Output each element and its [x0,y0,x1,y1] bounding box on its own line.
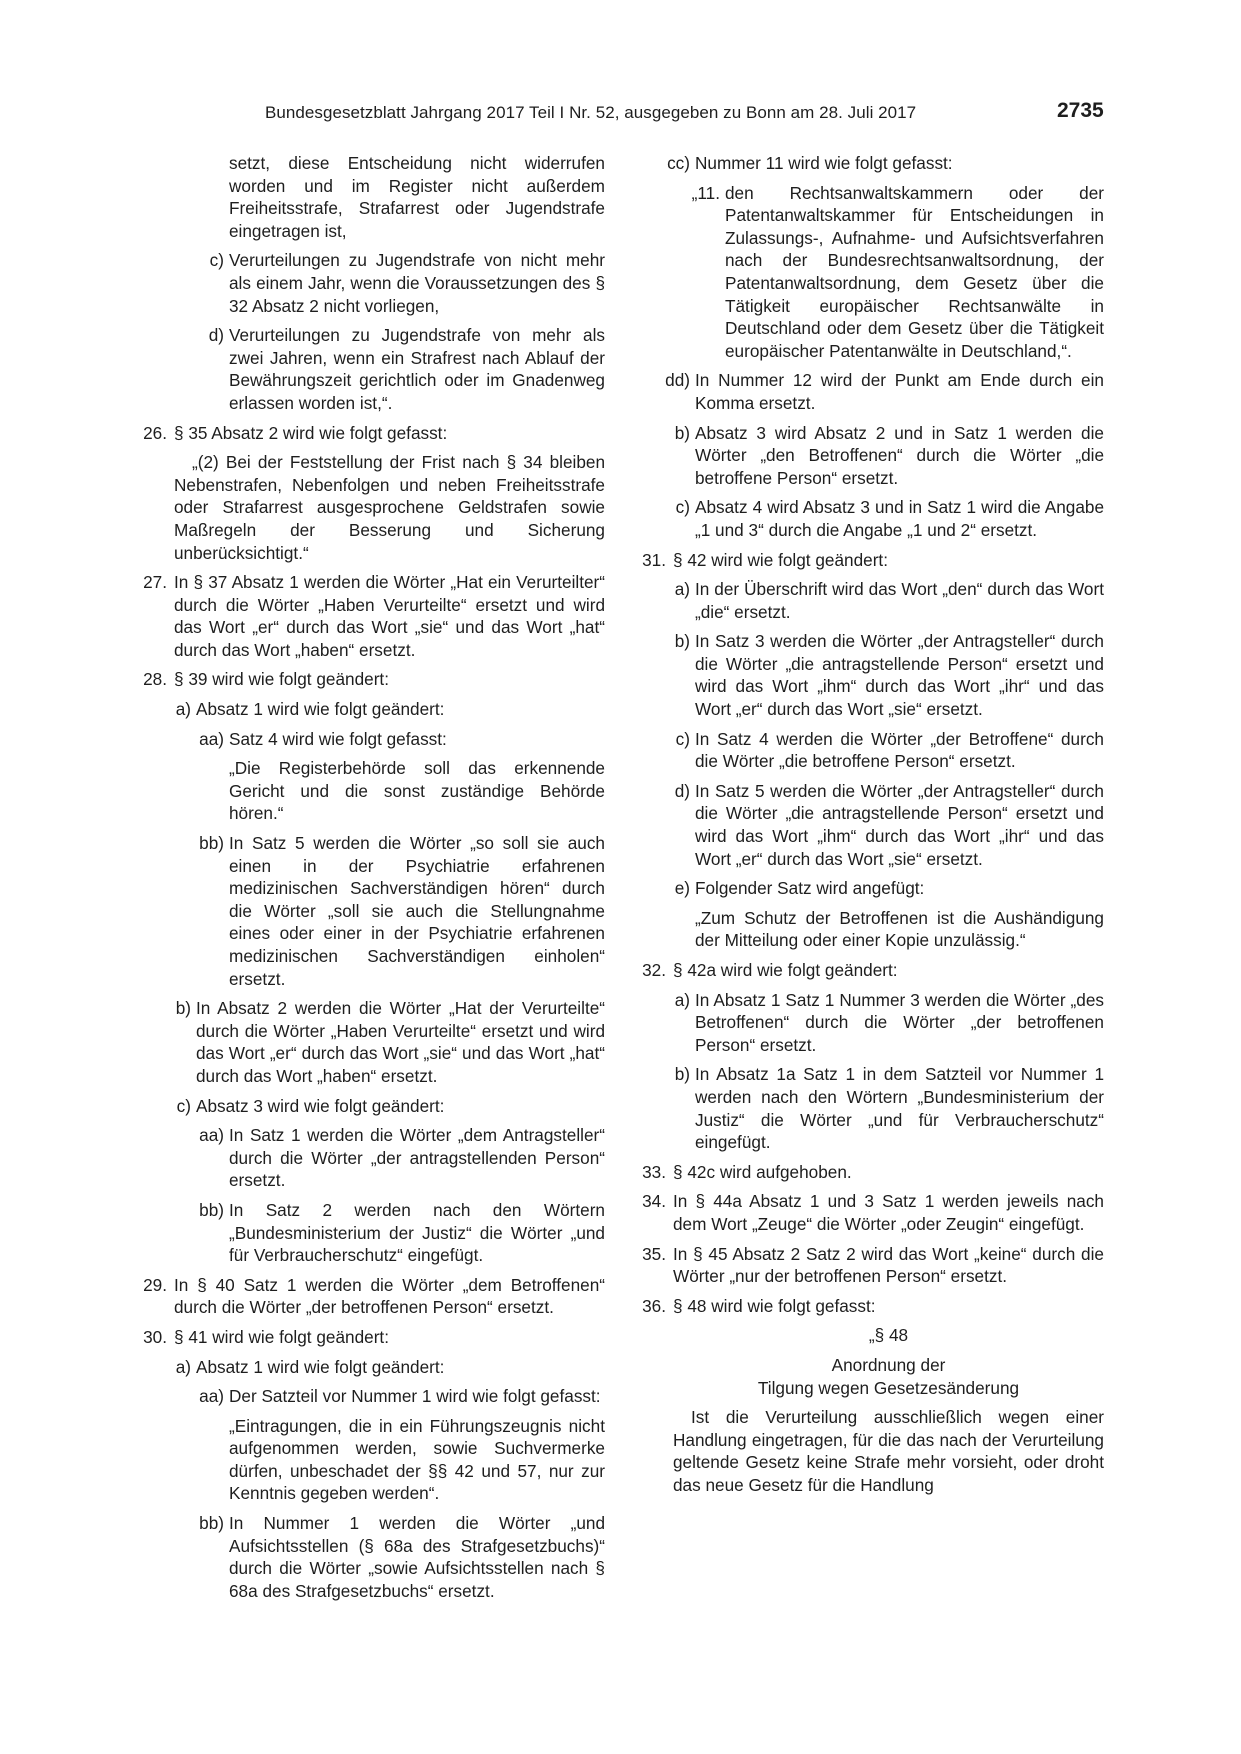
item-text: In Satz 2 werden nach den Wörtern „Bundesministerium der Justiz“ die Wörter „und für Verbraucherschutz“ eingefügt. [229,1199,605,1266]
list-item [661,496,1104,541]
item-number: 29. [143,1274,167,1295]
list-item [195,1199,605,1267]
spacer [133,721,605,728]
item-number: 35. [642,1243,666,1264]
item-text: den Rechtsanwaltskammern oder der Patentanwaltskammer für Entscheidungen in Zulassungs-, Aufnahme- und Aufsichtsverfahren nach der Bundesrechtsanwaltsordnung, der Patentanwaltsordnung, dem Gesetz über die Tätigkeit europäischer Rechtsanwälte in Deutschland oder dem Gesetz über die Tätigkeit europäischer Patentanwälte in Deutschland,“. [725,182,1104,361]
left-column [133,152,605,1602]
item-number: c) [176,1095,191,1116]
list-item [162,1356,605,1379]
list-item [133,1274,605,1319]
item-number: a) [674,579,690,600]
item-text: § 42 wird wie folgt geändert: [673,549,888,570]
list-item [195,1124,605,1192]
item-number: b) [175,998,191,1019]
spacer [632,900,1104,907]
spacer [133,750,605,757]
item-text: § 42c wird aufgehoben. [673,1161,852,1182]
spacer [133,1267,605,1274]
spacer [133,1349,605,1356]
spacer [632,175,1104,182]
item-number: bb) [199,1199,224,1220]
item-number: aa) [199,1386,224,1407]
spacer [632,362,1104,369]
item-number: 26. [143,422,167,443]
item-number: dd) [665,370,690,391]
item-text: In Absatz 1a Satz 1 in dem Satzteil vor Nummer 1 werden nach den Wörtern „Bundesministerium der Justiz“ die Wörter „und für Verbraucherschutz“ eingefügt. [695,1064,1104,1153]
list-item [632,1295,1104,1318]
paragraph: setzt, diese Entscheidung nicht widerrufen worden und im Register nicht außerdem Freiheitsstrafe, Strafarrest oder Jugendstrafe eingetragen ist, [229,153,605,241]
list-item [632,1161,1104,1184]
item-text: In Satz 1 werden die Wörter „dem Antragsteller“ durch die Wörter „der antragstellenden Person“ ersetzt. [229,1125,605,1191]
item-number: e) [674,878,690,899]
list-item [195,1385,605,1408]
item-text: Verurteilungen zu Jugendstrafe von nicht mehr als einem Jahr, wenn die Voraussetzungen des § 32 Absatz 2 nicht vorliegen, [229,250,605,316]
item-text: Der Satzteil vor Nummer 1 wird wie folgt gefasst: [229,1386,601,1407]
spacer [632,623,1104,630]
item-number: 31. [642,549,666,570]
item-number: 27. [143,572,167,593]
spacer [133,444,605,451]
item-number: b) [674,631,690,652]
section-number: „§ 48 [868,1325,909,1346]
paragraph: „Eintragungen, die in ein Führungszeugnis nicht aufgenommen werden, sowie Suchvermerke dürfen, unbeschadet der §§ 42 und 57, nur zur Kenntnis gegeben werden“. [229,1415,605,1504]
item-text: § 41 wird wie folgt geändert: [174,1326,389,1347]
spacer [133,990,605,997]
list-item [133,668,605,691]
item-number: a) [674,989,690,1010]
item-number: bb) [199,1513,224,1534]
item-text: Absatz 1 wird wie folgt geändert: [196,699,445,720]
paragraph: Ist die Verurteilung ausschließlich wegen einer Handlung eingetragen, für die das nach der Verurteilung geltende Gesetz keine Strafe mehr vorsieht, oder droht das neue Gesetz für die Handlung [673,1407,1104,1495]
spacer [133,691,605,698]
spacer [632,773,1104,780]
spacer [133,1408,605,1415]
item-text: Absatz 4 wird Absatz 3 und in Satz 1 wird die Angabe „1 und 3“ durch die Angabe „1 und 2“ ersetzt. [695,497,1104,540]
section-heading-line: Tilgung wegen Gesetzesänderung [757,1377,1020,1398]
item-number: cc) [667,153,690,173]
list-item [661,728,1104,773]
spacer [632,1347,1104,1354]
spacer [632,952,1104,959]
spacer [133,1319,605,1326]
item-text: Absatz 3 wird Absatz 2 und in Satz 1 werden die Wörter „den Betroffenen“ durch die Wörter „die betroffene Person“ ersetzt. [695,422,1104,488]
item-number: d) [208,325,224,346]
list-item [195,728,605,751]
item-text: In § 45 Absatz 2 Satz 2 wird das Wort „keine“ durch die Wörter „nur der betroffenen Person“ ersetzt. [673,1243,1104,1287]
item-text: In Satz 5 werden die Wörter „so soll sie auch einen in der Psychiatrie erfahrenen medizinischen Sachverständigen hören“ durch die Wörter „soll sie auch die Stellungnahme eines oder einer in der Psychiatrie erfahrenen medizinischen Sachverständigen einholen“ ersetzt. [229,833,605,989]
item-number: 34. [642,1191,666,1212]
item-text: In Absatz 1 Satz 1 Nummer 3 werden die Wörter „des Betroffenen“ durch die Wörter „der betroffenen Person“ ersetzt. [695,989,1104,1055]
item-number: 33. [642,1161,666,1182]
spacer [632,1236,1104,1243]
spacer [133,825,605,832]
spacer [632,1399,1104,1406]
item-text: Verurteilungen zu Jugendstrafe von mehr als zwei Jahren, wenn ein Strafrest nach Ablauf der Bewährungszeit gerichtlich oder im Gnadenweg erlassen worden ist,“. [229,325,605,413]
page-number: 2735 [1057,99,1104,122]
list-item [133,571,605,661]
spacer [133,1505,605,1512]
list-item [133,1326,605,1349]
item-text: § 42a wird wie folgt geändert: [673,960,898,980]
spacer [133,1378,605,1385]
list-item [684,182,1104,363]
list-item [632,1243,1104,1288]
spacer [632,1183,1104,1190]
item-text: Absatz 3 wird wie folgt geändert: [196,1095,445,1116]
item-number: aa) [199,728,224,749]
item-number: b) [674,422,690,443]
item-text: § 35 Absatz 2 wird wie folgt gefasst: [174,422,448,443]
list-item [133,422,605,445]
list-item [661,422,1104,490]
item-text: Satz 4 wird wie folgt gefasst: [229,728,447,749]
item-number: „11. [691,182,720,203]
spacer [632,1154,1104,1161]
item-text: § 48 wird wie folgt gefasst: [673,1295,876,1316]
paragraph: „Die Registerbehörde soll das erkennende Gericht und die sonst zuständige Behörde hören.“ [229,758,605,824]
spacer [632,870,1104,877]
right-column [632,152,1104,1496]
list-item [195,832,605,990]
header-title: Bundesgesetzblatt Jahrgang 2017 Teil I Nr. 52, ausgegeben zu Bonn am 28. Juli 2017 [265,103,917,122]
item-number: a) [175,699,191,720]
item-number: d) [674,780,690,801]
item-number: 32. [642,960,666,980]
item-number: c) [675,497,690,518]
item-text: In Satz 4 werden die Wörter „der Betroffene“ durch die Wörter „die betroffene Person“ ersetzt. [695,728,1104,772]
list-item [632,1190,1104,1235]
spacer [133,317,605,324]
section-heading-line: Anordnung der [831,1354,946,1375]
list-item [195,324,605,414]
spacer [632,571,1104,578]
item-text: In der Überschrift wird das Wort „den“ durch das Wort „die“ ersetzt. [695,579,1104,622]
item-number: aa) [199,1125,224,1146]
spacer [632,415,1104,422]
spacer [133,1117,605,1124]
spacer [632,721,1104,728]
item-number: 28. [143,669,167,690]
list-item [661,1063,1104,1153]
item-number: a) [175,1356,191,1377]
list-item [661,152,1104,175]
list-item [661,780,1104,870]
list-item [661,630,1104,720]
spacer [133,661,605,668]
list-item [661,989,1104,1057]
item-text: In Absatz 2 werden die Wörter „Hat der Verurteilte“ durch die Wörter „Haben Verurteilte“ ersetzt und wird das Wort „er“ durch das Wort „sie“ und das Wort „hat“ durch das Wort „haben“ ersetzt. [196,998,605,1086]
item-text: Absatz 1 wird wie folgt geändert: [196,1356,445,1377]
list-item [162,997,605,1087]
item-text: In Nummer 12 wird der Punkt am Ende durch ein Komma ersetzt. [695,370,1104,413]
item-number: 30. [143,1326,167,1347]
list-item [661,578,1104,623]
spacer [632,1056,1104,1063]
spacer [632,1288,1104,1295]
item-number: c) [209,250,224,271]
item-text: § 39 wird wie folgt geändert: [174,669,389,690]
list-item [162,698,605,721]
list-item [661,369,1104,414]
item-text: In Nummer 1 werden die Wörter „und Aufsichtsstellen (§ 68a des Strafgesetzbuchs)“ durch die Wörter „sowie Aufsichtsstellen nach § 68a des Strafgesetzbuchs“ ersetzt. [229,1513,605,1601]
spacer [632,1317,1104,1324]
spacer [133,564,605,571]
item-text: Nummer 11 wird wie folgt gefasst: [695,153,953,173]
spacer [133,1192,605,1199]
item-text: Folgender Satz wird angefügt: [695,878,925,899]
paragraph: „(2) Bei der Feststellung der Frist nach § 34 bleiben Nebenstrafen, Nebenfolgen und neben Freiheitsstrafe oder Strafarrest ausgesprochene Geldstrafen sowie Maßregeln der Besserung und Sicherung unberücksichtigt.“ [174,452,605,563]
item-text: In Satz 5 werden die Wörter „der Antragsteller“ durch die Wörter „die antragstellende Person“ ersetzt und wird das Wort „ihm“ durch das Wort „ihr“ und das Wort „er“ durch das Wort „sie“ ersetzt. [695,780,1104,869]
list-item [195,1512,605,1602]
item-text: In § 40 Satz 1 werden die Wörter „dem Betroffenen“ durch die Wörter „der betroffenen Person“ ersetzt. [174,1274,605,1318]
list-item [162,1095,605,1118]
spacer [133,415,605,422]
item-number: c) [675,728,690,749]
spacer [632,982,1104,989]
item-number: b) [674,1064,690,1085]
item-text: In § 37 Absatz 1 werden die Wörter „Hat ein Verurteilter“ durch die Wörter „Haben Verurteilte“ ersetzt und wird das Wort „er“ durch das Wort „sie“ und das Wort „hat“ durch das Wort „haben“ ersetzt. [174,572,605,660]
item-number: 36. [642,1295,666,1316]
spacer [133,1088,605,1095]
spacer [632,489,1104,496]
section-heading [673,1354,1104,1399]
list-item [632,549,1104,572]
item-text: In § 44a Absatz 1 und 3 Satz 1 werden jeweils nach dem Wort „Zeuge“ die Wörter „oder Zeugin“ eingefügt. [673,1191,1104,1234]
list-item [661,877,1104,900]
list-item [632,959,1104,982]
spacer [632,542,1104,549]
spacer [133,242,605,249]
paragraph: „Zum Schutz der Betroffenen ist die Aushändigung der Mitteilung oder einer Kopie unzulässig.“ [695,907,1104,951]
item-text: In Satz 3 werden die Wörter „der Antragsteller“ durch die Wörter „die antragstellende Person“ ersetzt und wird das Wort „ihm“ durch das Wort „ihr“ und das Wort „er“ durch das Wort „sie“ ersetzt. [695,631,1104,720]
list-item [195,249,605,317]
item-number: bb) [199,833,224,854]
